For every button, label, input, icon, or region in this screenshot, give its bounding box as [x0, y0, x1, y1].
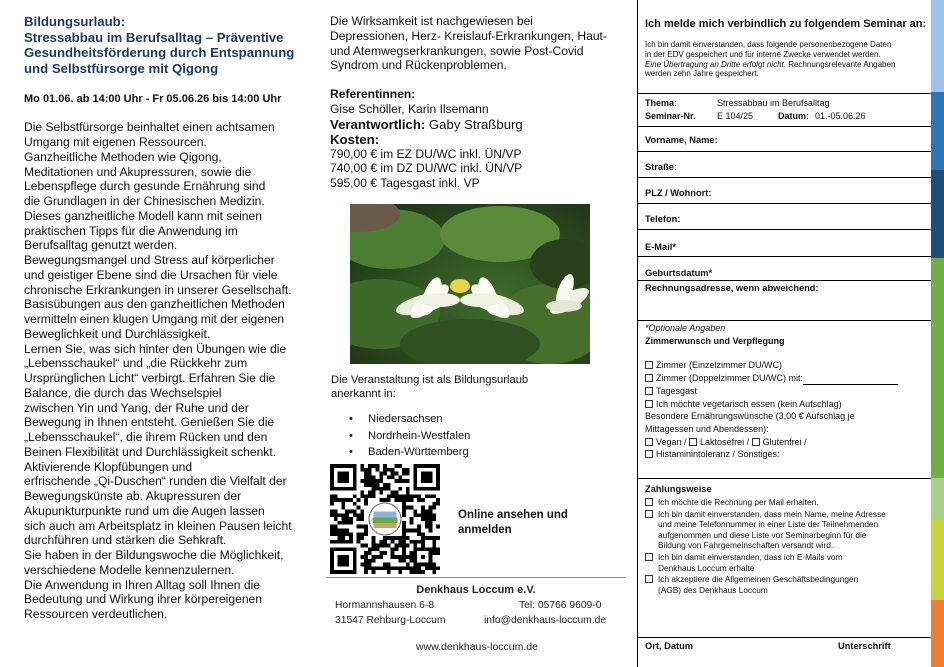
strip-segment	[931, 170, 944, 258]
state-item: • Baden-Württemberg	[349, 444, 470, 461]
description-line: Bewegungsmangel und Stress auf körperlicher	[24, 253, 275, 268]
costs-heading: Kosten:	[330, 131, 380, 147]
title-line: Stressabbau im Berufsalltag – Präventive	[24, 29, 284, 45]
divider	[638, 177, 932, 178]
payment-option-line: Ich möchte die Rechnung per Mail erhalten.	[658, 497, 819, 507]
description-line: Berufsalltag genutzt werden.	[24, 238, 178, 253]
option-label: Ich möchte vegetarisch essen (kein Aufschlag)	[656, 398, 842, 409]
city: 31547 Rehburg-Loccum	[335, 615, 446, 626]
consent-italic: Eine Übertragung an Dritte erfolgt nicht.	[645, 59, 786, 69]
payment-heading: Zahlungsweise	[645, 484, 712, 494]
diet-lactose-free: Laktosefrei /	[700, 436, 750, 447]
checkbox[interactable]	[645, 387, 653, 395]
divider	[638, 203, 932, 204]
strip-segment	[931, 478, 944, 520]
form-heading: Ich melde mich verbindlich zu folgendem Seminar an:	[645, 18, 927, 30]
description-line: durchführen und stärken die Sehkraft.	[24, 533, 227, 548]
divider	[638, 151, 932, 152]
recognition-line: anerkannt in:	[331, 388, 396, 401]
birthdate-field[interactable]: Geburtsdatum*	[645, 268, 713, 278]
state-item: • Niedersachsen	[349, 411, 470, 428]
payment-option-line: Denkhaus Loccum erhalte	[658, 562, 755, 573]
divider	[638, 637, 932, 638]
checkbox[interactable]	[645, 361, 653, 369]
description-line: Basisübungen aus den ganzheitlichen Methoden	[24, 297, 285, 312]
payment-option-line: (AGB) des Denkhaus Loccum	[658, 584, 768, 595]
payment-option-line: Ich bin damit einverstanden, dass mein Name, meine Adresse	[658, 508, 886, 519]
payment-option[interactable]	[645, 552, 929, 573]
title-line: Bildungsurlaub:	[24, 14, 126, 29]
phone: Tel: 05766 9609-0	[519, 600, 602, 611]
course-info-column	[330, 14, 630, 191]
diet-other: Histaminintoleranz / Sonstiges:	[656, 449, 780, 460]
description-line: Bewegungskünste ab. Akupressuren der	[24, 489, 242, 504]
payment-option-line: aufgenommen und diese Liste vor Seminarbeginn für die	[658, 529, 867, 540]
state-item: • Nordrhein-Westfalen	[349, 428, 470, 445]
title-line: Gesundheitsförderung durch Entspannung	[24, 45, 295, 61]
description-line: Beweglichkeit und Durchlässigkeit.	[24, 326, 211, 341]
description-line: „Lebensschaukel“ und „die Rückkehr zum	[24, 356, 248, 371]
divider	[638, 256, 932, 257]
zip-city-field[interactable]: PLZ / Wohnort:	[645, 188, 712, 198]
divider	[638, 280, 932, 281]
organization-name: Denkhaus Loccum e.V.	[416, 584, 536, 596]
description-line: Ganzheitliche Methoden wie Qigong,	[24, 149, 222, 164]
description-line: Balance, die durch das Wechselspiel	[24, 385, 222, 400]
description-line: Meditationen und Akupressuren, sowie die	[24, 164, 252, 179]
optional-note: *Optionale Angaben	[645, 323, 726, 333]
consent-line: werden zehn Jahre gespeichert.	[645, 69, 759, 79]
checkbox[interactable]	[645, 510, 653, 518]
option-label: Zimmer (Doppelzimmer DU/WC) mit:	[656, 373, 803, 384]
street-field[interactable]: Straße:	[645, 162, 678, 172]
checkbox[interactable]	[752, 438, 760, 446]
street: Hormannshausen 6-8	[335, 600, 435, 611]
diet-other-row[interactable]	[645, 448, 929, 461]
description-line: Ressourcen verdeutlichen.	[24, 607, 168, 622]
description-line: vermitteln einen klugen Umgang mit der eigenen	[24, 312, 285, 327]
signature-field[interactable]: Unterschrift	[838, 641, 891, 651]
description-line: sich auch am Arbeitsplatz in kleinen Pausen leicht	[24, 518, 292, 533]
strip-segment	[931, 0, 944, 92]
cost-day-guest: 595,00 € Tagesgast inkl. VP	[330, 176, 480, 190]
payment-option-line: und meine Telefonnummer in einer Liste der Teilnehmenden	[658, 519, 879, 530]
option-label: Tagesgast	[656, 385, 698, 396]
description-line: Umgang mit eigenen Ressourcen.	[24, 135, 207, 150]
seminar-nr-label: Seminar-Nr.	[645, 111, 696, 121]
description-line: die Grundlagen in der Chinesischen Medizin.	[24, 194, 265, 209]
efficacy-text: Depressionen, Herz- Kreislauf-Erkrankungen, Haut-	[330, 28, 607, 43]
cost-single-room: 790,00 € im EZ DU/WC inkl. ÜN/VP	[330, 146, 522, 161]
payment-option[interactable]	[645, 509, 929, 551]
datum-label: Datum:	[778, 111, 809, 121]
course-title	[24, 14, 314, 76]
description-line: Bewegung in Ihnen entsteht. Genießen Sie die	[24, 415, 275, 430]
recognition-line: Die Veranstaltung ist als Bildungsurlaub	[331, 374, 529, 386]
checkbox[interactable]	[645, 374, 653, 382]
description-line: Die Selbstfürsorge beinhaltet einen achtsamen	[24, 120, 275, 135]
description-line: Die Anwendung in Ihren Alltag soll Ihnen die	[24, 577, 260, 592]
description-line: Sie haben in der Bildungswoche die Möglichkeit,	[24, 548, 284, 563]
consent-line: Ich bin damit einverstanden, dass folgende personenbezogene Daten	[645, 40, 892, 49]
option-label: Zimmer (Einzelzimmer DU/WC)	[656, 360, 782, 371]
description-line: Lebenspflege durch gesunde Ernährung sind	[24, 179, 266, 194]
roommate-input[interactable]	[803, 376, 898, 385]
online-line: anmelden	[458, 524, 512, 536]
description-line: Lernen Sie, was sich hinter den Übungen wie die	[24, 341, 287, 356]
description-line: „Lebensschaukel“, die ihrem Rücken und den	[24, 430, 268, 445]
website-link[interactable]: www.denkhaus-loccum.de	[416, 641, 538, 653]
checkbox[interactable]	[645, 400, 653, 408]
thema-value: Stressabbau im Berufsalltag	[717, 98, 830, 108]
referents-heading: Referentinnen:	[330, 87, 416, 101]
description-line: und geistiger Ebene sind die Ursachen für viele	[24, 267, 278, 282]
payment-option-line: Ich akzeptiere die Allgemeinen Geschäftsbedingungen	[658, 574, 859, 585]
payment-option-line: Ich bin damit einverstanden, dass ich E-Mails vom	[658, 551, 843, 562]
responsible-label: Verantwortlich:	[330, 116, 426, 132]
states-list	[349, 411, 470, 461]
description-line: praktischen Tipps für die Anwendung im	[24, 223, 238, 238]
payment-option-line: Bildung von Fahrgemeinschaften versandt wird.	[658, 540, 834, 551]
cost-double-room: 740,00 € im DZ DU/WC inkl. ÜN/VP	[330, 161, 523, 176]
efficacy-text: und Atemwegserkrankungen, sowie Post-Covid	[330, 43, 584, 58]
online-signup-text	[458, 508, 608, 538]
payment-option[interactable]	[645, 574, 929, 595]
checkbox[interactable]	[689, 438, 697, 446]
divider	[638, 320, 932, 321]
payment-options	[645, 497, 929, 596]
qr-code[interactable]	[330, 464, 440, 574]
checkbox[interactable]	[645, 498, 653, 506]
efficacy-text: Die Wirksamkeit ist nachgewiesen bei	[330, 14, 533, 28]
water-lily-photo	[350, 204, 590, 364]
checkbox[interactable]	[645, 553, 653, 561]
room-option-day-guest[interactable]	[645, 385, 929, 398]
diet-vegan: Vegan /	[656, 436, 687, 447]
diet-gluten-free: Glutenfrei /	[762, 436, 807, 447]
course-date: Mo 01.06. ab 14:00 Uhr - Fr 05.06.26 bis 14:00 Uhr	[24, 93, 282, 106]
description-line: Bedeutung und Wirkung ihrer körpereigenen	[24, 592, 262, 607]
place-date-field[interactable]: Ort, Datum	[645, 641, 694, 651]
description-line: zwischen Yin und Yang, der Ruhe und der	[24, 400, 249, 415]
strip-segment	[931, 600, 944, 667]
seminar-nr-value: E 104/25	[717, 111, 754, 121]
description-line: erfrischende „Qi-Duschen“ runden die Vielfalt der	[24, 474, 287, 489]
description-line: chronische Erkrankungen in unserer Gesellschaft.	[24, 282, 292, 297]
course-description	[24, 120, 314, 622]
payment-option[interactable]	[645, 497, 929, 508]
description-line: verschiedene Modelle kennenzulernen.	[24, 562, 235, 577]
email-field[interactable]: E-Mail*	[645, 242, 676, 252]
online-line: Online ansehen und	[458, 509, 568, 521]
description-line: Ursprünglichen Licht“ verbirgt. Erfahren Sie die	[24, 371, 276, 386]
responsible-row	[330, 117, 630, 132]
diet-text: Besondere Ernährungswünsche (3,00 € Aufschlag je	[645, 411, 855, 422]
room-section	[645, 322, 929, 461]
diet-text: Mittagessen und Abendessen):	[645, 423, 769, 434]
checkbox[interactable]	[645, 575, 653, 583]
course-description-column	[24, 14, 314, 622]
vegetarian-option[interactable]	[645, 398, 929, 411]
title-line: und Selbstfürsorge mit Qigong	[24, 60, 219, 76]
billing-address-field[interactable]: Rechnungsadresse, wenn abweichend:	[645, 283, 819, 293]
phone-field[interactable]: Telefon:	[645, 214, 681, 224]
description-line: Beinen Flexibilität und Durchlässigkeit schenkt.	[24, 444, 277, 459]
consent-text	[645, 40, 929, 79]
diet-options-row	[645, 436, 929, 449]
room-heading: Zimmerwunsch und Verpflegung	[645, 335, 785, 346]
divider	[638, 229, 932, 230]
consent-line	[645, 60, 929, 70]
description-line: Akupunkturpunkte rund um die Augen lassen	[24, 503, 265, 518]
efficacy-text: Syndrom und Rückenproblemen.	[330, 58, 507, 73]
room-option-double[interactable]	[645, 372, 929, 385]
divider	[638, 126, 932, 127]
referents: Gise Schöller, Karin Ilsemann	[330, 101, 489, 116]
email-link[interactable]: info@denkhaus-loccum.de	[484, 615, 607, 626]
checkbox[interactable]	[645, 450, 653, 458]
strip-segment	[931, 520, 944, 600]
room-option-single[interactable]	[645, 359, 929, 372]
responsible-name: Gaby Straßburg	[425, 116, 523, 132]
divider	[638, 478, 932, 479]
registration-form	[637, 0, 931, 667]
strip-segment	[931, 258, 944, 478]
strip-segment	[931, 92, 944, 170]
name-field[interactable]: Vorname, Name:	[645, 135, 718, 145]
address-block	[326, 577, 626, 596]
description-line: Aktivierende Klopfübungen und	[24, 459, 193, 474]
recognition-text	[331, 373, 591, 402]
checkbox[interactable]	[645, 438, 653, 446]
consent-normal: Rechnungsrelevante Angaben	[785, 59, 896, 69]
thema-label: Thema:	[645, 98, 678, 108]
consent-line: in der EDV gespeichert und für interne Zwecke verwendet werden.	[645, 49, 881, 59]
divider	[638, 93, 932, 94]
datum-value: 01.-05.06.26	[815, 111, 866, 121]
description-line: Dieses ganzheitliche Modell kann mit seinen	[24, 208, 262, 223]
